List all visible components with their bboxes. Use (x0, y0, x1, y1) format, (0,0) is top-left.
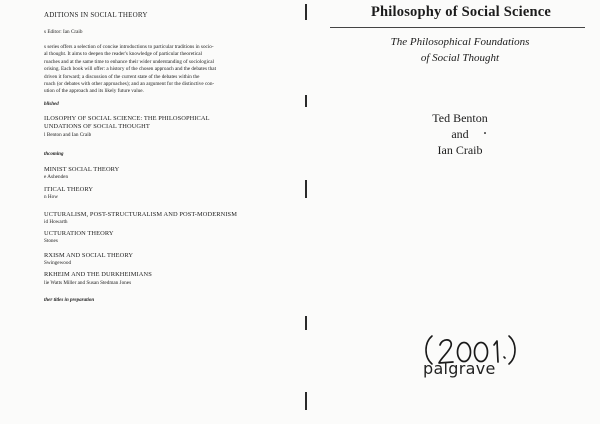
gutter-mark (305, 316, 307, 330)
series-description-line: roach (or debates with other approaches); and an argument for the distinctive con- (44, 81, 215, 88)
published-label: blished (44, 102, 59, 107)
forthcoming-book-title: ITICAL THEORY (44, 186, 94, 193)
gutter-mark (305, 4, 307, 20)
series-description-line: s series offers a selection of concise introductions to particular traditions in socio- (44, 44, 214, 50)
forthcoming-book-title: MINIST SOCIAL THEORY (44, 166, 120, 173)
published-book-title-line: ILOSOPHY OF SOCIAL SCIENCE: THE PHILOSOPHICAL (44, 115, 210, 122)
series-title: ADITIONS IN SOCIAL THEORY (44, 11, 148, 19)
forthcoming-book-author: id Howarth (44, 219, 68, 225)
series-description-line: roaches and at the same time to enhance their wider understanding of sociological (44, 58, 214, 65)
forthcoming-book-author: lie Watts Miller and Susan Stedman Jones (44, 280, 132, 286)
forthcoming-book-author: Stones (44, 238, 58, 244)
forthcoming-book-title: UCTURALISM, POST-STRUCTURALISM AND POST-MODERNISM (44, 211, 237, 218)
forthcoming-label: thcoming (44, 152, 64, 157)
stray-mark (484, 132, 486, 134)
forthcoming-book-title: RKHEIM AND THE DURKHEIMIANS (44, 271, 152, 278)
gutter-mark (305, 180, 307, 198)
series-description-line: al thought. It aims to deepen the reader's knowledge of particular theoretical (44, 51, 202, 58)
author-block (400, 110, 520, 158)
author-name: Ian Craib (437, 143, 483, 157)
forthcoming-book-title: UCTURATION THEORY (44, 230, 114, 237)
forthcoming-book-author: e Ashenden (44, 174, 69, 180)
series-description (44, 44, 296, 96)
book-title: Philosophy of Social Science (370, 4, 551, 20)
gutter-mark (305, 392, 307, 410)
published-book-title-line: UNDATIONS OF SOCIAL THOUGHT (44, 123, 150, 130)
series-description-line: driven it forward; a discussion of the current state of the debates within the (44, 73, 200, 80)
other-titles-note: ther titles in preparation (44, 298, 95, 303)
author-conjunction: and (451, 127, 469, 141)
series-description-line: ution of the approach and its likely future value. (44, 88, 144, 95)
forthcoming-book-title: RXISM AND SOCIAL THEORY (44, 252, 134, 259)
gutter-mark (305, 95, 307, 107)
author-name: Ted Benton (432, 111, 488, 125)
publisher-logo: palgrave (423, 359, 496, 378)
series-description-line: orising. Each book will offer: a history of the chosen approach and the debates that (44, 66, 217, 73)
book-subtitle-line: The Philosophical Foundations (390, 36, 530, 48)
forthcoming-book-author: Swingewood (44, 260, 72, 266)
title-rule (330, 27, 585, 28)
book-subtitle (330, 34, 590, 66)
forthcoming-book-author: n How (44, 194, 58, 200)
series-editor: s Editor: Ian Craib (44, 29, 83, 35)
published-book-author: l Benton and Ian Craib (44, 132, 92, 138)
book-subtitle-line: of Social Thought (420, 52, 500, 64)
